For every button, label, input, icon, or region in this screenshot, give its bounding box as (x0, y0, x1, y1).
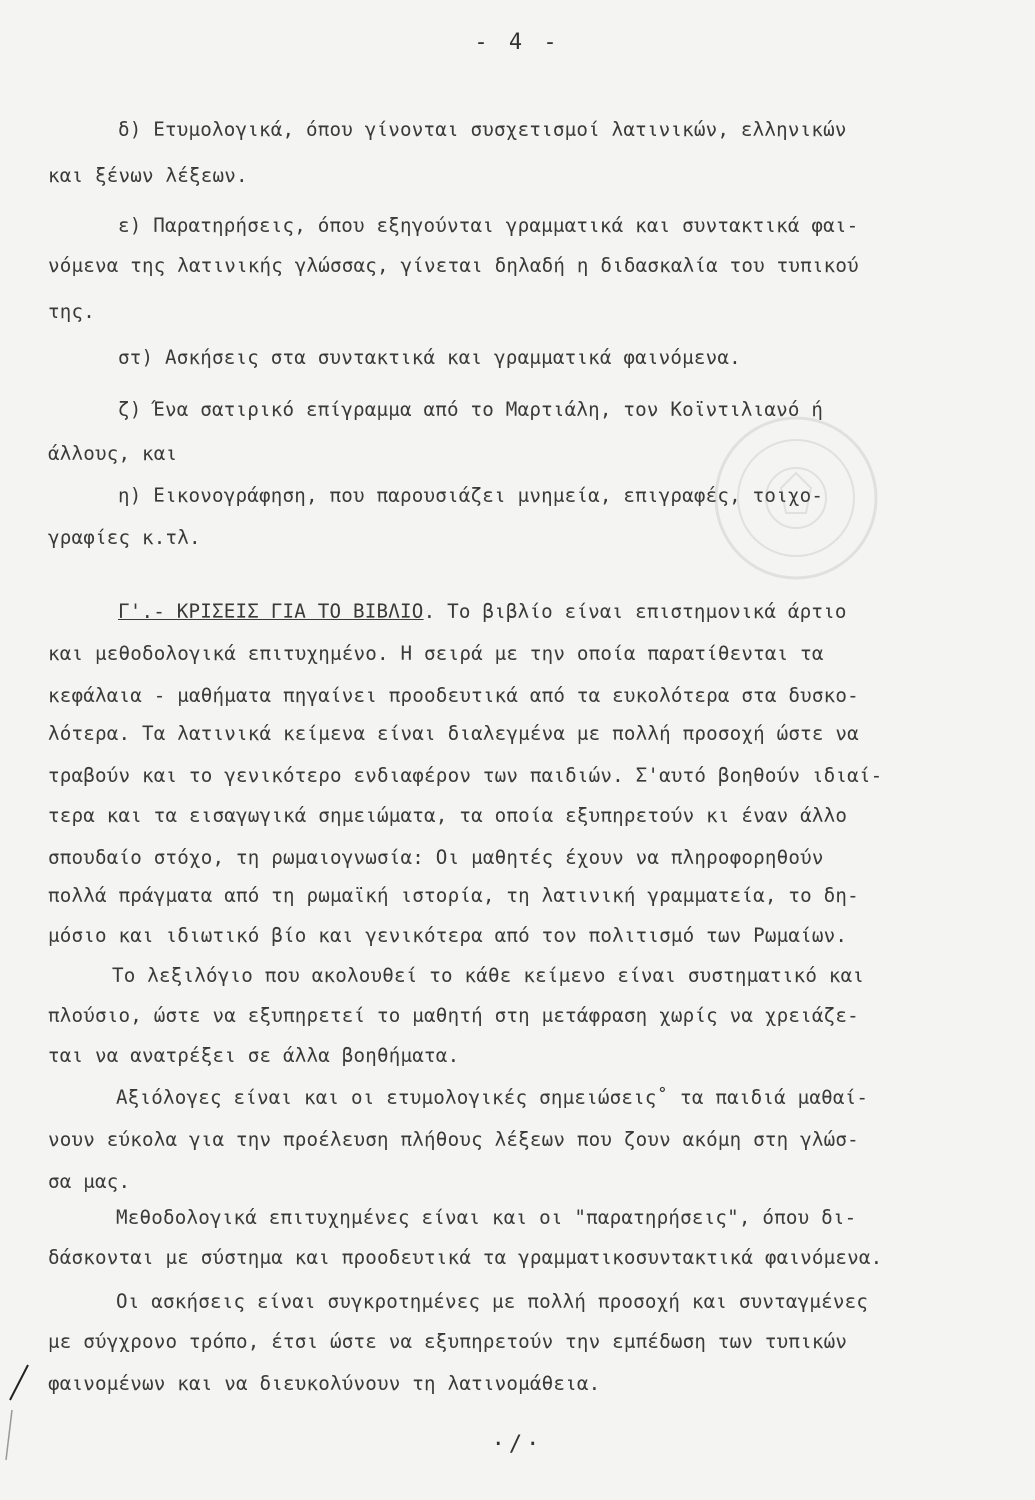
text-line: Μεθοδολογικά επιτυχημένες είναι και οι "παρατηρήσεις", όπου δι- (116, 1206, 857, 1229)
text-line: άλλους, και (48, 442, 178, 465)
text-line: γραφίες κ.τλ. (48, 526, 201, 549)
text-line: λότερα. Τα λατινικά κείμενα είναι διαλεγμένα με πολλή προσοχή ώστε να (48, 722, 859, 745)
text-line: και μεθοδολογικά επιτυχημένο. Η σειρά με την οποία παρατίθενται τα (48, 642, 824, 665)
circular-stamp-icon (686, 408, 906, 588)
text-line: φαινομένων και να διευκολύνουν τη λατινομάθεια. (48, 1372, 601, 1395)
text-line: πλούσιο, ώστε να εξυπηρετεί το μαθητή στη μετάφραση χωρίς να χρειάζε- (48, 1004, 859, 1027)
section-heading-line (118, 600, 847, 624)
text-line: και ξένων λέξεων. (48, 164, 248, 187)
text-line: στ) Ασκήσεις στα συντακτικά και γραμματικά φαινόμενα. (118, 346, 741, 369)
text-line: πολλά πράγματα από τη ρωμαϊκή ιστορία, τη λατινική γραμματεία, το δη- (48, 884, 859, 907)
text-line: τερα και τα εισαγωγικά σημειώματα, τα οποία εξυπηρετούν κι έναν άλλο (48, 804, 848, 827)
text-line: Το λεξιλόγιο που ακολουθεί το κάθε κείμενο είναι συστηματικό και (112, 964, 865, 987)
text-line: με σύγχρονο τρόπο, έτσι ώστε να εξυπηρετούν την εμπέδωση των τυπικών (48, 1330, 848, 1353)
text-line: νόμενα της λατινικής γλώσσας, γίνεται δηλαδή η διδασκαλία του τυπικού (48, 254, 859, 277)
text-line: της. (48, 300, 96, 323)
section-heading-rest: . Το βιβλίο είναι επιστημονικά άρτιο (423, 600, 847, 623)
page-number: - 4 - (474, 30, 561, 55)
text-line: νουν εύκολα για την προέλευση πλήθους λέξεων που ζουν ακόμη στη γλώσ- (48, 1128, 859, 1151)
text-line: ζ) Ένα σατιρικό επίγραμμα από το Μαρτιάλη, τον Κοϊντιλιανό ή (118, 398, 824, 421)
continuation-mark: ·/· (491, 1432, 544, 1457)
text-line: Οι ασκήσεις είναι συγκροτημένες με πολλή προσοχή και συνταγμένες (116, 1290, 869, 1313)
text-line: σπουδαίο στόχο, τη ρωμαιογνωσία: Οι μαθητές έχουν να πληροφορηθούν (48, 846, 824, 869)
text-line: μόσιο και ιδιωτικό βίο και γενικότερα από τον πολιτισμό των Ρωμαίων. (48, 924, 848, 947)
text-line: Αξιόλογες είναι και οι ετυμολογικές σημειώσεις˚ τα παιδιά μαθαί- (116, 1086, 869, 1109)
text-line: ε) Παρατηρήσεις, όπου εξηγούνται γραμματικά και συντακτικά φαι- (118, 214, 859, 237)
text-line: δ) Ετυμολογικά, όπου γίνονται συσχετισμοί λατινικών, ελληνικών (118, 118, 847, 141)
text-line: δάσκονται με σύστημα και προοδευτικά τα γραμματικοσυντακτικά φαινόμενα. (48, 1246, 883, 1269)
text-line: σα μας. (48, 1170, 131, 1193)
text-line: η) Εικονογράφηση, που παρουσιάζει μνημεία, επιγραφές, τοιχο- (118, 484, 824, 507)
text-line: τραβούν και το γενικότερο ενδιαφέρον των παιδιών. Σ'αυτό βοηθούν ιδιαί- (48, 764, 883, 787)
text-line: ται να ανατρέξει σε άλλα βοηθήματα. (48, 1044, 460, 1067)
section-heading: Γ'.- ΚΡΙΣΕΙΣ ΓΙΑ ΤΟ ΒΙΒΛΙΟ (118, 600, 424, 623)
text-line: κεφάλαια - μαθήματα πηγαίνει προοδευτικά από τα ευκολότερα στα δυσκο- (48, 684, 859, 707)
